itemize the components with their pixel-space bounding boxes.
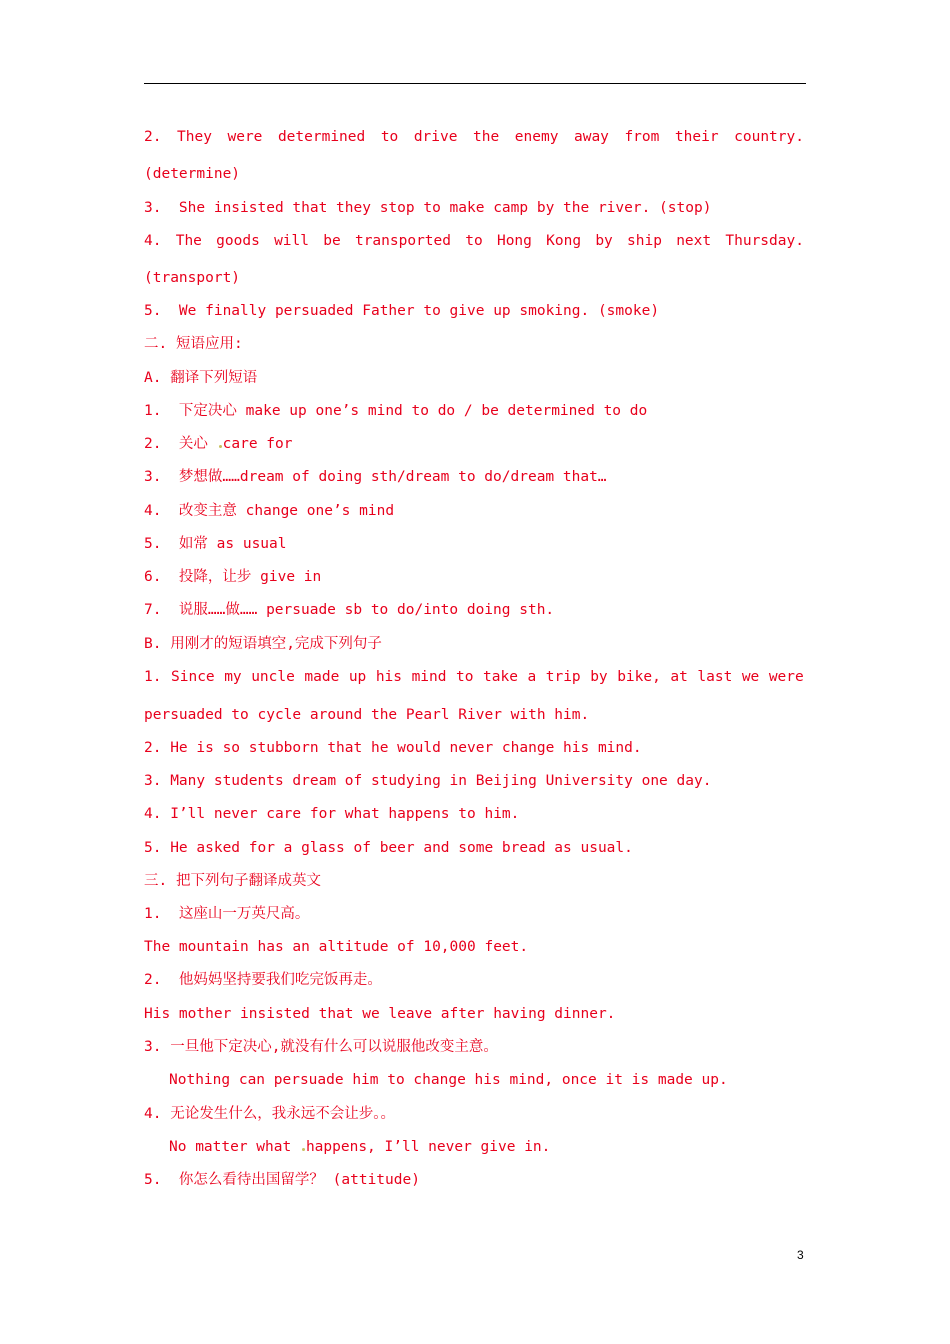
answer-line-4 (144, 231, 804, 251)
text-segment: goods (216, 233, 260, 249)
text-segment: 2. (144, 129, 162, 145)
fill-item-1-cont: persuaded to cycle around the Pearl River with him. (144, 707, 590, 723)
text-segment: next (676, 233, 712, 249)
translate-answer-4-b: happens, I’ll never give in. (305, 1139, 551, 1155)
text-segment: Thursday. (725, 233, 804, 249)
fill-item-4: 4. I’ll never care for what happens to him. (144, 806, 520, 822)
text-segment: from (624, 129, 660, 145)
text-segment: by (595, 233, 613, 249)
text-segment: determined (277, 129, 366, 145)
fill-item-3: 3. Many students dream of studying in Beijing University one day. (144, 773, 712, 789)
phrase-item-5: 5. 如常 as usual (144, 536, 287, 552)
text-segment: drive (413, 129, 458, 145)
subsection-heading-b: B. 用刚才的短语填空,完成下列句子 (144, 636, 382, 652)
header-rule (144, 83, 806, 84)
text-segment: their (674, 129, 719, 145)
stray-mark (219, 445, 222, 448)
translate-answer-4 (169, 1137, 550, 1157)
text-segment: Hong (496, 233, 532, 249)
answer-line-5: 5. We finally persuaded Father to give up smoking. (smoke) (144, 303, 660, 319)
text-segment: his (375, 669, 403, 685)
text-segment: The (175, 233, 202, 249)
text-segment: to (465, 233, 483, 249)
translate-answer-2: His mother insisted that we leave after having dinner. (144, 1006, 616, 1022)
translate-answer-4-a: No matter what (169, 1139, 300, 1155)
phrase-item-1: 1. 下定决心 make up one’s mind to do / be determined to do (144, 403, 648, 419)
text-segment: trip (545, 669, 581, 685)
answer-line-4-hint: (transport) (144, 270, 241, 286)
text-segment: up (348, 669, 367, 685)
subsection-heading-a: A. 翻译下列短语 (144, 370, 258, 386)
translate-item-1: 1. 这座山一万英尺高。 (144, 906, 310, 922)
section-heading-2: 二. 短语应用: (144, 336, 243, 352)
text-segment: enemy (514, 129, 559, 145)
fill-item-2: 2. He is so stubborn that he would never change his mind. (144, 740, 642, 756)
text-segment: to (380, 129, 399, 145)
phrase-item-2-cn: 2. 关心 (144, 436, 217, 452)
translate-answer-3: Nothing can persuade him to change his mind, once it is made up. (169, 1072, 728, 1088)
translate-item-5: 5. 你怎么看待出国留学？ (attitude) (144, 1172, 420, 1188)
text-segment: to (456, 669, 474, 685)
text-segment: They (177, 129, 212, 145)
text-segment: Since (171, 669, 215, 685)
text-segment: made (304, 669, 340, 685)
translate-item-3: 3. 一旦他下定决心,就没有什么可以说服他改变主意。 (144, 1039, 498, 1055)
text-segment: 1. (144, 669, 162, 685)
phrase-item-3: 3. 梦想做……dream of doing sth/dream to do/dream that… (144, 469, 607, 485)
text-segment: mind (411, 669, 447, 685)
answer-line-2 (144, 127, 804, 147)
text-segment: Kong (546, 233, 582, 249)
translate-answer-1: The mountain has an altitude of 10,000 feet. (144, 939, 529, 955)
fill-item-1 (144, 667, 804, 687)
phrase-item-7: 7. 说服……做…… persuade sb to do/into doing sth. (144, 602, 555, 618)
section-heading-3: 三. 把下列句子翻译成英文 (144, 873, 321, 889)
phrase-item-2 (144, 434, 293, 454)
text-segment: my (224, 669, 242, 685)
phrase-item-4: 4. 改变主意 change one’s mind (144, 503, 395, 519)
text-segment: away (573, 129, 609, 145)
text-segment: last (697, 669, 733, 685)
text-segment: a (527, 669, 537, 685)
phrase-item-6: 6. 投降，让步 give in (144, 569, 322, 585)
text-segment: take (483, 669, 518, 685)
translate-item-4: 4. 无论发生什么，我永远不会让步。。 (144, 1106, 395, 1122)
fill-item-5: 5. He asked for a glass of beer and some bread as usual. (144, 840, 633, 856)
text-segment: 4. (144, 233, 162, 249)
page-number: 3 (797, 1248, 804, 1262)
text-segment: be (323, 233, 341, 249)
text-segment: will (274, 233, 309, 249)
text-segment: ship (627, 233, 662, 249)
text-segment: we (741, 669, 760, 685)
text-segment: were (768, 669, 804, 685)
phrase-item-2-en: care for (222, 436, 293, 452)
answer-line-2-hint: (determine) (144, 166, 241, 182)
text-segment: were (227, 129, 263, 145)
text-segment: at (670, 669, 688, 685)
text-segment: country. (734, 129, 804, 145)
text-segment: uncle (251, 669, 295, 685)
text-segment: by (590, 669, 608, 685)
text-segment: bike, (617, 669, 661, 685)
stray-mark (302, 1148, 305, 1151)
text-segment: transported (354, 233, 451, 249)
answer-line-3: 3. She insisted that they stop to make camp by the river. (stop) (144, 200, 712, 216)
text-segment: the (473, 129, 500, 145)
translate-item-2: 2. 他妈妈坚持要我们吃完饭再走。 (144, 972, 382, 988)
